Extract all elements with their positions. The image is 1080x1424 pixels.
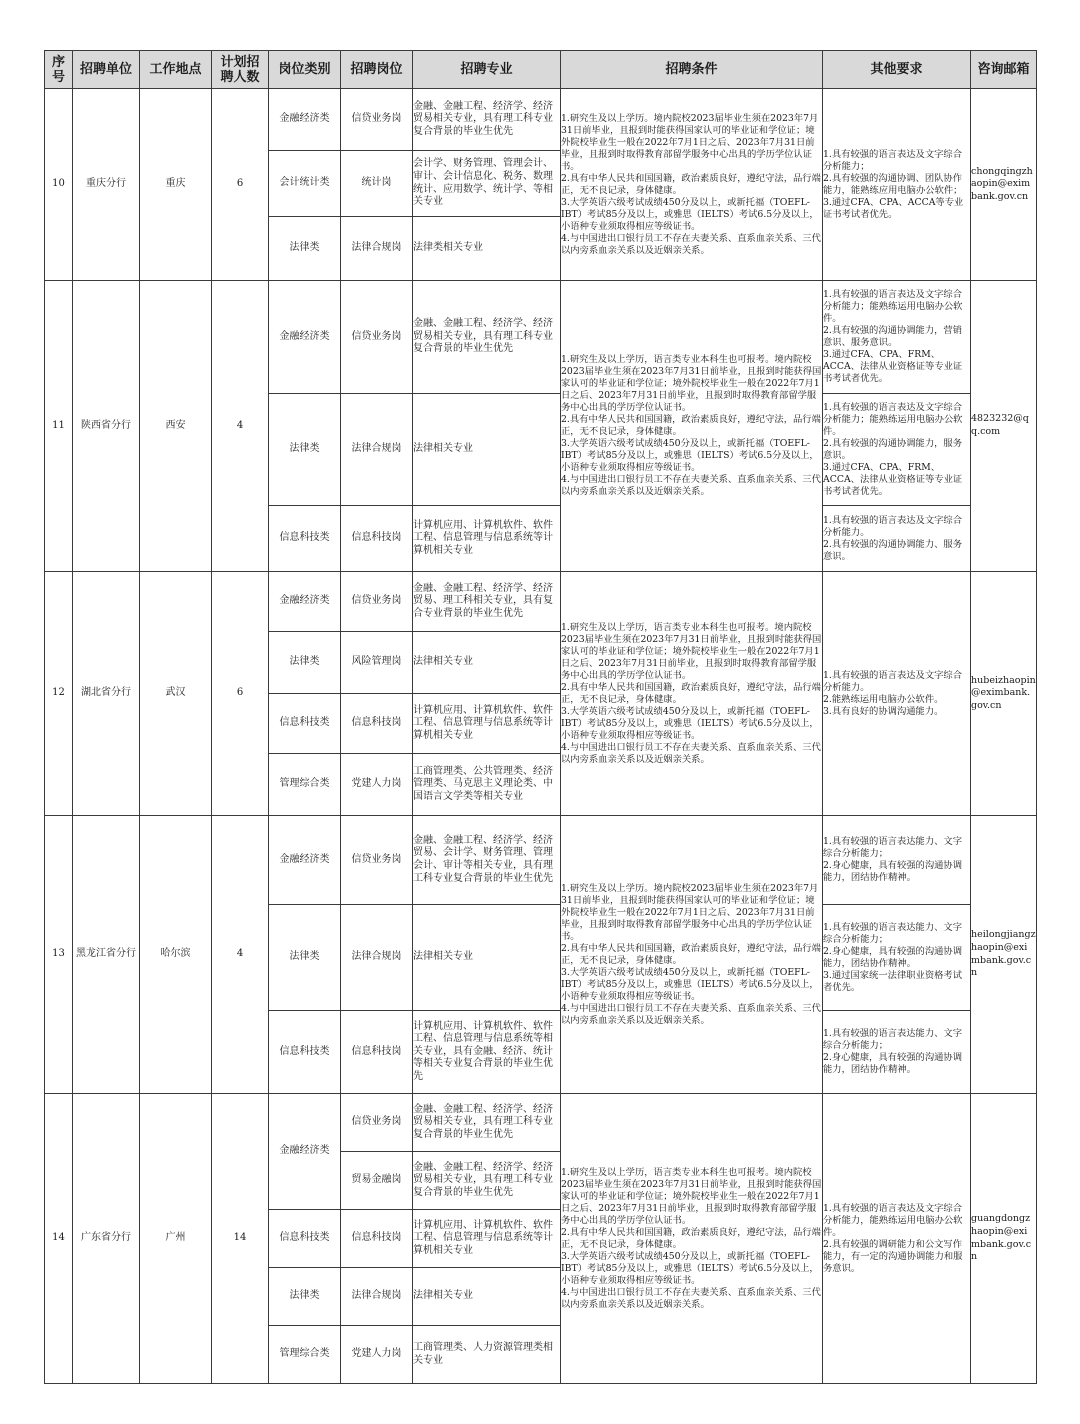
cell-position: 风险管理岗 bbox=[341, 632, 413, 694]
cell-location: 哈尔滨 bbox=[140, 816, 212, 1094]
table-row bbox=[45, 572, 1037, 632]
table-row bbox=[45, 281, 1037, 394]
cell-unit: 陕西省分行 bbox=[73, 281, 140, 572]
cell-plan: 4 bbox=[212, 816, 269, 1094]
cell-position: 贸易金融岗 bbox=[341, 1152, 413, 1210]
header-plan: 计划招聘人数 bbox=[212, 51, 269, 89]
cell-category: 金融经济类 bbox=[269, 572, 341, 632]
header-major: 招聘专业 bbox=[413, 51, 561, 89]
cell-location: 广州 bbox=[140, 1094, 212, 1384]
cell-category: 金融经济类 bbox=[269, 89, 341, 151]
cell-position: 信贷业务岗 bbox=[341, 281, 413, 394]
cell-location: 重庆 bbox=[140, 89, 212, 281]
cell-major: 法律相关专业 bbox=[413, 394, 561, 506]
cell-major: 计算机应用、计算机软件、软件工程、信息管理与信息系统等计算机相关专业 bbox=[413, 1210, 561, 1268]
cell-major: 计算机应用、计算机软件、软件工程、信息管理与信息系统等计算机相关专业 bbox=[413, 506, 561, 572]
cell-category: 管理综合类 bbox=[269, 754, 341, 816]
cell-major: 计算机应用、计算机软件、软件工程、信息管理与信息系统等计算机相关专业 bbox=[413, 694, 561, 754]
cell-position: 法律合规岗 bbox=[341, 217, 413, 281]
table-row bbox=[45, 816, 1037, 905]
cell-category: 信息科技类 bbox=[269, 1210, 341, 1268]
cell-major: 法律相关专业 bbox=[413, 905, 561, 1011]
cell-major: 金融、金融工程、经济学、经济贸易相关专业，具有理工科专业复合背景的毕业生优先 bbox=[413, 281, 561, 394]
cell-conditions: 1.研究生及以上学历，语言类专业本科生也可报考。境内院校2023届毕业生须在2023年7月31日前毕业，且报到时能获得国家认可的毕业证和学位证；境外院校毕业生一般在2022年7月1日之后、2023年7月31日前毕业，且报到时取得教育部留学服务中心出具的学历学位认证书。 2.具有中华人民共和国国籍，政治素质良好，遵纪守法，品行端正，无不良记录，身体健康。 3.大学英语六级考试成绩450分及以上，或新托福（TOEFL-IBT）考试85分及以上，或雅思（IELTS）考试6.5分及以上，小语种专业须取得相应等级证书。 4.与中国进出口银行员工不存在夫妻关系、直系血亲关系、三代以内旁系血亲关系以及近姻亲关系。 bbox=[561, 1094, 823, 1384]
cell-position: 信息科技岗 bbox=[341, 694, 413, 754]
cell-major: 法律类相关专业 bbox=[413, 217, 561, 281]
cell-position: 信贷业务岗 bbox=[341, 816, 413, 905]
cell-category: 会计统计类 bbox=[269, 151, 341, 217]
cell-category: 法律类 bbox=[269, 1268, 341, 1326]
cell-unit: 湖北省分行 bbox=[73, 572, 140, 816]
cell-position: 信息科技岗 bbox=[341, 1011, 413, 1094]
cell-plan: 6 bbox=[212, 572, 269, 816]
cell-seq: 14 bbox=[45, 1094, 73, 1384]
cell-plan: 14 bbox=[212, 1094, 269, 1384]
cell-category: 法律类 bbox=[269, 394, 341, 506]
cell-email: hubeizhaopin@eximbank.gov.cn bbox=[971, 572, 1037, 816]
cell-major: 法律相关专业 bbox=[413, 1268, 561, 1326]
cell-conditions: 1.研究生及以上学历，语言类专业本科生也可报考。境内院校2023届毕业生须在2023年7月31日前毕业，且报到时能获得国家认可的毕业证和学位证；境外院校毕业生一般在2022年7月1日之后、2023年7月31日前毕业，且报到时取得教育部留学服务中心出具的学历学位认证书。 2.具有中华人民共和国国籍，政治素质良好，遵纪守法，品行端正，无不良记录，身体健康。 3.大学英语六级考试成绩450分及以上，或新托福（TOEFL-IBT）考试85分及以上，或雅思（IELTS）考试6.5分及以上，小语种专业须取得相应等级证书。 4.与中国进出口银行员工不存在夫妻关系、直系血亲关系、三代以内旁系血亲关系以及近姻亲关系。 bbox=[561, 572, 823, 816]
cell-major: 会计学、财务管理、管理会计、审计、会计信息化、税务、数理统计、应用数学、统计学、等相关专业 bbox=[413, 151, 561, 217]
cell-email: 4823232@qq.com bbox=[971, 281, 1037, 572]
cell-other: 1.具有较强的语言表达能力、文字综合分析能力； 2.身心健康，具有较强的沟通协调能力，团结协作精神。 3.通过国家统一法律职业资格考试者优先。 bbox=[823, 905, 971, 1011]
header-position: 招聘岗位 bbox=[341, 51, 413, 89]
table-row bbox=[45, 89, 1037, 151]
cell-category: 信息科技类 bbox=[269, 1011, 341, 1094]
cell-email: chongqingzhaopin@eximbank.gov.cn bbox=[971, 89, 1037, 281]
header-seq: 序号 bbox=[45, 51, 73, 89]
cell-position: 法律合规岗 bbox=[341, 1268, 413, 1326]
cell-position: 党建人力岗 bbox=[341, 754, 413, 816]
cell-other: 1.具有较强的语言表达及文字综合分析能力；能熟练运用电脑办公软件。 2.具有较强的沟通协调能力，服务意识。 3.通过CFA、CPA、FRM、ACCA、法律从业资格证等专业证书考试者优先。 bbox=[823, 394, 971, 506]
cell-other: 1.具有较强的语言表达能力、文字综合分析能力； 2.身心健康，具有较强的沟通协调能力，团结协作精神。 bbox=[823, 1011, 971, 1094]
cell-conditions: 1.研究生及以上学历。境内院校2023届毕业生须在2023年7月31日前毕业，且报到时能获得国家认可的毕业证和学位证；境外院校毕业生一般在2022年7月1日之后、2023年7月31日前毕业，且报到时取得教育部留学服务中心出具的学历学位认证书。 2.具有中华人民共和国国籍，政治素质良好，遵纪守法，品行端正，无不良记录，身体健康。 3.大学英语六级考试成绩450分及以上，或新托福（TOEFL-IBT）考试85分及以上，或雅思（IELTS）考试6.5分及以上，小语种专业须取得相应等级证书。 4.与中国进出口银行员工不存在夫妻关系、直系血亲关系、三代以内旁系血亲关系以及近姻亲关系。 bbox=[561, 89, 823, 281]
cell-major: 金融、金融工程、经济学、经济贸易相关专业，具有理工科专业复合背景的毕业生优先 bbox=[413, 1094, 561, 1152]
cell-location: 武汉 bbox=[140, 572, 212, 816]
cell-position: 法律合规岗 bbox=[341, 394, 413, 506]
header-email: 咨询邮箱 bbox=[971, 51, 1037, 89]
header-category: 岗位类别 bbox=[269, 51, 341, 89]
recruitment-sheet bbox=[44, 50, 1036, 1384]
cell-other: 1.具有较强的语言表达及文字综合分析能力。 2.具有较强的沟通协调能力、服务意识。 bbox=[823, 506, 971, 572]
header-other: 其他要求 bbox=[823, 51, 971, 89]
cell-seq: 10 bbox=[45, 89, 73, 281]
cell-major: 金融、金融工程、经济学、经济贸易、理工科相关专业，具有复合专业背景的毕业生优先 bbox=[413, 572, 561, 632]
cell-category: 金融经济类 bbox=[269, 281, 341, 394]
cell-category: 金融经济类 bbox=[269, 1094, 341, 1210]
cell-category: 信息科技类 bbox=[269, 506, 341, 572]
cell-other: 1.具有较强的语言表达及文字综合分析能力；能熟练运用电脑办公软件。 2.具有较强的沟通协调能力，营销意识、服务意识。 3.通过CFA、CPA、FRM、ACCA、法律从业资格证等专业证书考试者优先。 bbox=[823, 281, 971, 394]
cell-major: 工商管理类、公共管理类、经济管理类、马克思主义理论类、中国语言文学类等相关专业 bbox=[413, 754, 561, 816]
cell-category: 管理综合类 bbox=[269, 1326, 341, 1384]
cell-unit: 广东省分行 bbox=[73, 1094, 140, 1384]
cell-seq: 12 bbox=[45, 572, 73, 816]
cell-major: 法律相关专业 bbox=[413, 632, 561, 694]
table-header-row bbox=[45, 51, 1037, 89]
cell-category: 信息科技类 bbox=[269, 694, 341, 754]
header-conditions: 招聘条件 bbox=[561, 51, 823, 89]
cell-category: 法律类 bbox=[269, 632, 341, 694]
table-row bbox=[45, 1094, 1037, 1152]
cell-conditions: 1.研究生及以上学历，语言类专业本科生也可报考。境内院校2023届毕业生须在2023年7月31日前毕业，且报到时能获得国家认可的毕业证和学位证；境外院校毕业生一般在2022年7月1日之后、2023年7月31日前毕业，且报到时取得教育部留学服务中心出具的学历学位认证书。 2.具有中华人民共和国国籍，政治素质良好，遵纪守法，品行端正，无不良记录，身体健康。 3.大学英语六级考试成绩450分及以上，或新托福（TOEFL-IBT）考试85分及以上，或雅思（IELTS）考试6.5分及以上，小语种专业须取得相应等级证书。 4.与中国进出口银行员工不存在夫妻关系、直系血亲关系、三代以内旁系血亲关系以及近姻亲关系。 bbox=[561, 281, 823, 572]
recruitment-table bbox=[44, 50, 1037, 1384]
cell-location: 西安 bbox=[140, 281, 212, 572]
cell-category: 法律类 bbox=[269, 905, 341, 1011]
header-unit: 招聘单位 bbox=[73, 51, 140, 89]
cell-position: 党建人力岗 bbox=[341, 1326, 413, 1384]
header-location: 工作地点 bbox=[140, 51, 212, 89]
cell-category: 金融经济类 bbox=[269, 816, 341, 905]
cell-conditions: 1.研究生及以上学历。境内院校2023届毕业生须在2023年7月31日前毕业，且报到时能获得国家认可的毕业证和学位证；境外院校毕业生一般在2022年7月1日之后、2023年7月31日前毕业，且报到时取得教育部留学服务中心出具的学历学位认证书。 2.具有中华人民共和国国籍，政治素质良好，遵纪守法，品行端正，无不良记录，身体健康。 3.大学英语六级考试成绩450分及以上，或新托福（TOEFL-IBT）考试85分及以上，或雅思（IELTS）考试6.5分及以上，小语种专业须取得相应等级证书。 4.与中国进出口银行员工不存在夫妻关系、直系血亲关系、三代以内旁系血亲关系以及近姻亲关系。 bbox=[561, 816, 823, 1094]
cell-other: 1.具有较强的语言表达及文字综合分析能力； 2.具有较强的沟通协调、团队协作能力，能熟练应用电脑办公软件； 3.通过CFA、CPA、ACCA等专业证书考试者优先。 bbox=[823, 89, 971, 281]
cell-major: 计算机应用、计算机软件、软件工程、信息管理与信息系统等相关专业，具有金融、经济、统计等相关专业复合背景的毕业生优先 bbox=[413, 1011, 561, 1094]
cell-category: 法律类 bbox=[269, 217, 341, 281]
cell-other: 1.具有较强的语言表达及文字综合分析能力。 2.能熟练运用电脑办公软件。 3.具有良好的协调沟通能力。 bbox=[823, 572, 971, 816]
cell-seq: 13 bbox=[45, 816, 73, 1094]
cell-position: 信贷业务岗 bbox=[341, 89, 413, 151]
cell-plan: 4 bbox=[212, 281, 269, 572]
cell-position: 信息科技岗 bbox=[341, 506, 413, 572]
cell-email: heilongjiangzhaopin@eximbank.gov.cn bbox=[971, 816, 1037, 1094]
cell-major: 工商管理类、人力资源管理类相关专业 bbox=[413, 1326, 561, 1384]
cell-unit: 重庆分行 bbox=[73, 89, 140, 281]
cell-plan: 6 bbox=[212, 89, 269, 281]
cell-position: 法律合规岗 bbox=[341, 905, 413, 1011]
cell-unit: 黑龙江省分行 bbox=[73, 816, 140, 1094]
cell-major: 金融、金融工程、经济学、经济贸易、会计学、财务管理、管理会计、审计等相关专业，具有理工科专业复合背景的毕业生优先 bbox=[413, 816, 561, 905]
cell-other: 1.具有较强的语言表达能力、文字综合分析能力； 2.身心健康，具有较强的沟通协调能力，团结协作精神。 bbox=[823, 816, 971, 905]
cell-position: 信息科技岗 bbox=[341, 1210, 413, 1268]
cell-position: 信贷业务岗 bbox=[341, 572, 413, 632]
cell-position: 信贷业务岗 bbox=[341, 1094, 413, 1152]
cell-position: 统计岗 bbox=[341, 151, 413, 217]
cell-seq: 11 bbox=[45, 281, 73, 572]
cell-major: 金融、金融工程、经济学、经济贸易相关专业，具有理工科专业复合背景的毕业生优先 bbox=[413, 1152, 561, 1210]
cell-major: 金融、金融工程、经济学、经济贸易相关专业，具有理工科专业复合背景的毕业生优先 bbox=[413, 89, 561, 151]
cell-other: 1.具有较强的语言表达及文字综合分析能力，能熟练运用电脑办公软件。 2.具有较强的调研能力和公文写作能力，有一定的沟通协调能力和服务意识。 bbox=[823, 1094, 971, 1384]
cell-email: guangdongzhaopin@eximbank.gov.cn bbox=[971, 1094, 1037, 1384]
